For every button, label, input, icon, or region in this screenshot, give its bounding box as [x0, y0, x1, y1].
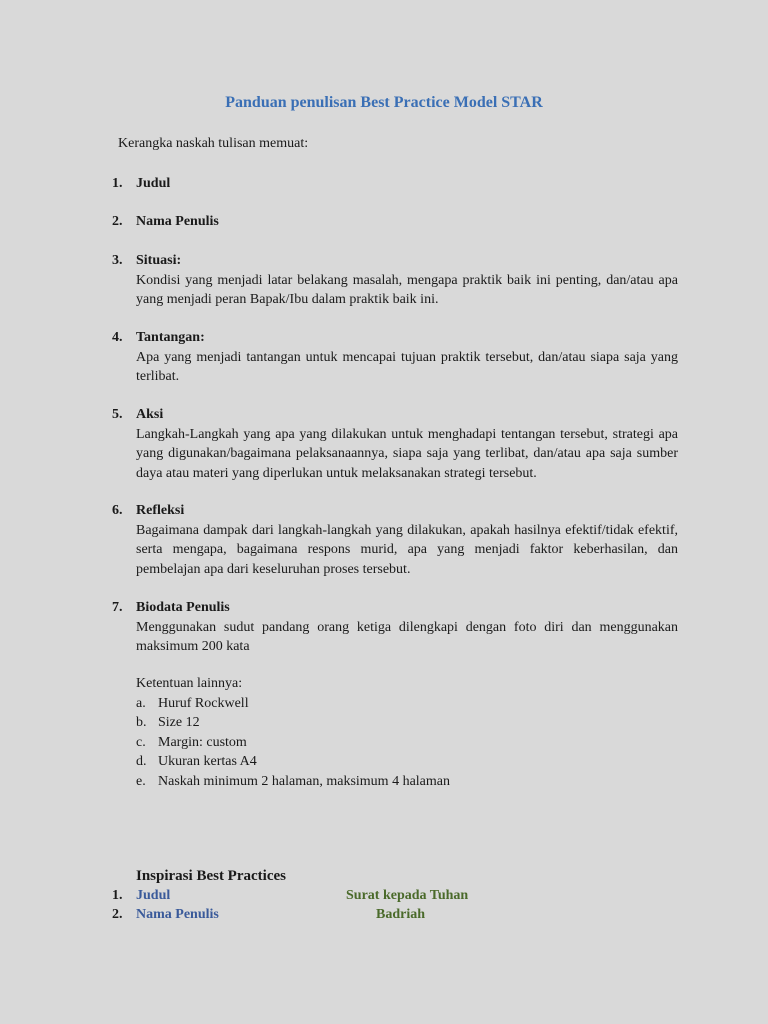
row-label: Nama Penulis	[136, 907, 219, 922]
row-label: Judul	[136, 888, 171, 903]
item-number: 7.	[112, 600, 123, 615]
rule-letter: a.	[136, 695, 146, 711]
rule-item	[136, 772, 450, 792]
item-description: Langkah-Langkah yang apa yang dilakukan untuk menghadapi tentangan tersebut, strategi apa yang digunakan/bagaimana pelaksanaannya, siapa saja yang terlibat, dan/atau apa saja sumber daya atau materi yang diperlukan untuk melaksanakan strategi tersebut.	[136, 426, 678, 481]
item-heading: Aksi	[136, 407, 164, 422]
page-title: Panduan penulisan Best Practice Model STAR	[225, 94, 543, 111]
list-item-nama-penulis	[112, 212, 678, 232]
item-heading: Nama Penulis	[136, 214, 219, 229]
item-heading: Situasi:	[136, 253, 182, 268]
row-value: Badriah	[376, 907, 426, 922]
item-description: Menggunakan sudut pandang orang ketiga dilengkapi dengan foto diri dan menggunakan maksimum 200 kata	[136, 619, 678, 654]
other-rules	[136, 674, 450, 791]
row-number: 1.	[112, 888, 123, 903]
rule-text: Size 12	[158, 715, 200, 730]
item-number: 5.	[112, 407, 123, 422]
rule-letter: b.	[136, 715, 147, 730]
list-item-situasi	[112, 251, 678, 310]
rule-text: Huruf Rockwell	[158, 695, 249, 711]
row-number: 2.	[112, 907, 123, 922]
rule-text: Ukuran kertas A4	[158, 754, 257, 769]
item-heading: Tantangan:	[136, 330, 205, 345]
item-description: Bagaimana dampak dari langkah-langkah yang dilakukan, apakah hasilnya efektif/tidak efektif, serta mengapa, bagaimana respons murid, apa yang menjadi faktor keberhasilan, dan pembelajan apa dari keseluruhan proses tersebut.	[136, 522, 678, 577]
rule-letter: c.	[136, 734, 146, 750]
item-description: Kondisi yang menjadi latar belakang masalah, mengapa praktik baik ini penting, dan/atau apa yang menjadi peran Bapak/Ibu dalam praktik baik ini.	[136, 272, 678, 307]
rule-item	[136, 733, 450, 753]
list-item-refleksi	[112, 501, 678, 579]
rule-item	[136, 694, 450, 714]
list-item-biodata-penulis	[112, 598, 678, 657]
list-item-judul	[112, 174, 678, 194]
item-number: 6.	[112, 503, 123, 518]
item-number: 4.	[112, 330, 123, 345]
item-number: 2.	[112, 214, 123, 229]
item-heading: Judul	[136, 176, 171, 191]
rule-item	[136, 752, 450, 772]
intro-text: Kerangka naskah tulisan memuat:	[118, 136, 309, 151]
item-description: Apa yang menjadi tantangan untuk mencapai tujuan praktik tersebut, dan/atau siapa saja yang terlibat.	[136, 349, 678, 384]
item-heading: Refleksi	[136, 503, 185, 518]
rule-letter: e.	[136, 773, 146, 789]
item-heading: Biodata Penulis	[136, 600, 230, 615]
rules-heading: Ketentuan lainnya:	[136, 676, 243, 691]
row-value: Surat kepada Tuhan	[346, 888, 469, 903]
inspiration-title: Inspirasi Best Practices	[136, 868, 286, 884]
list-item-aksi	[112, 405, 678, 483]
list-item-tantangan	[112, 328, 678, 387]
item-number: 1.	[112, 176, 123, 191]
rule-item	[136, 713, 450, 733]
rule-letter: d.	[136, 754, 147, 769]
rule-text: Margin: custom	[158, 734, 247, 750]
item-number: 3.	[112, 253, 123, 268]
rule-text: Naskah minimum 2 halaman, maksimum 4 halaman	[158, 773, 450, 789]
